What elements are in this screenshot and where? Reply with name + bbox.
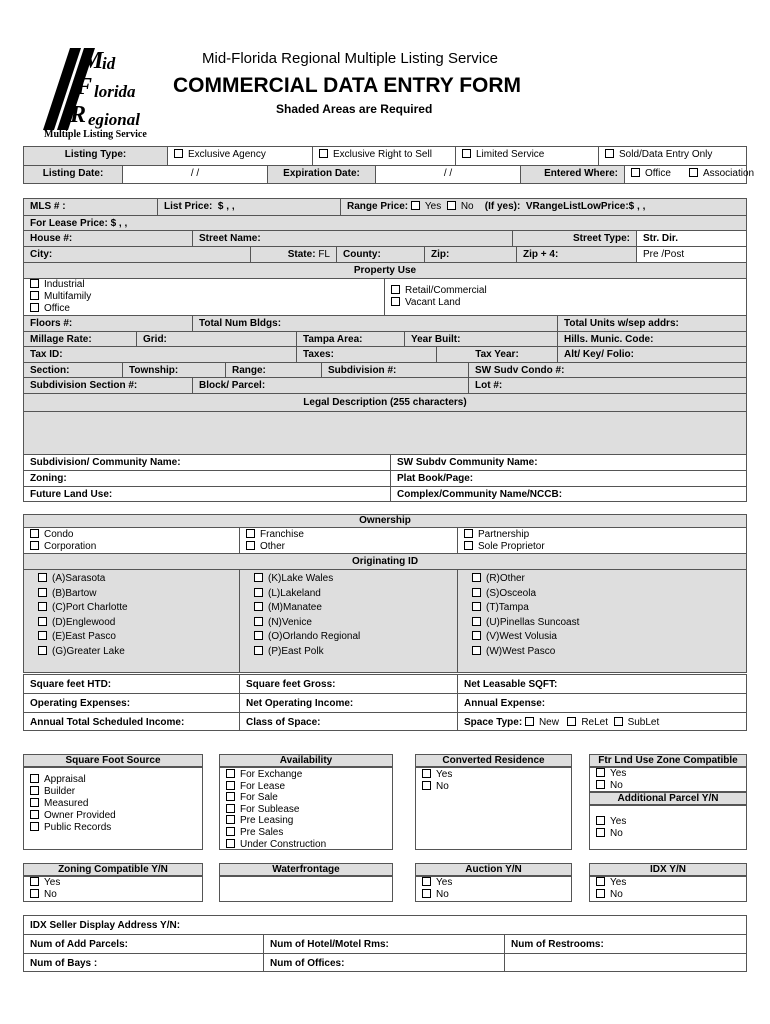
idx-box [589,876,747,902]
sw-subdv-community-label: SW Subdv Community Name: [391,455,747,470]
auction-no-option[interactable]: No [422,889,565,901]
converted-residence-header: Converted Residence [415,754,572,767]
range-label: Range: [226,363,322,377]
ftr-lnd-header: Ftr Lnd Use Zone Compatible [589,754,747,767]
new-checkbox[interactable] [525,717,534,726]
additional-parcel-box [589,805,747,850]
space-type-label: Space Type: [464,717,523,728]
expenses-row [23,693,747,712]
tax-year-label: Tax Year: [437,347,558,362]
addl-no-option[interactable]: No [596,828,740,840]
street-name-label: Street Name: [193,231,513,246]
sole-proprietor-option[interactable]: Sole Proprietor [464,541,740,553]
exclusive-agency-option[interactable]: Exclusive Agency [168,147,313,165]
zip4-label: Zip + 4: [517,247,637,262]
sublet-checkbox[interactable] [614,717,623,726]
pinellas-suncoast-option[interactable]: (U)Pinellas Suncoast [472,617,732,632]
west-volusia-option[interactable]: (V)West Volusia [472,631,732,646]
auction-box [415,876,572,902]
future-land-use-label: Future Land Use: [23,487,391,501]
converted-yes-option[interactable]: Yes [422,769,565,781]
floors-row [23,315,747,331]
annual-expense-label: Annual Expense: [458,694,747,712]
office-checkbox[interactable] [631,168,640,177]
tax-id-label: Tax ID: [23,347,297,362]
range-no-checkbox[interactable] [447,201,456,210]
income-row: Annual Total Scheduled Income: Class of Space: Space Type: New ReLet SubLet [23,712,747,731]
total-bldgs-label: Total Num Bldgs: [193,316,558,331]
ftr-no-option[interactable]: No [596,780,740,792]
bartow-option[interactable]: (B)Bartow [38,588,225,603]
zoning-no-option[interactable]: No [30,889,196,901]
net-leasable-label: Net Leasable SQFT: [458,675,747,693]
retail-option[interactable]: Retail/Commercial [391,285,740,297]
lake-wales-option[interactable]: (K)Lake Wales [254,573,443,588]
mfr-logo [40,44,160,144]
osceola-option[interactable]: (S)Osceola [472,588,732,603]
venice-option[interactable]: (N)Venice [254,617,443,632]
waterfrontage-header: Waterfrontage [219,863,393,876]
greater-lake-option[interactable]: (G)Greater Lake [38,646,225,661]
auction-header: Auction Y/N [415,863,572,876]
entered-where-label: Entered Where: [521,166,625,183]
property-use-options [23,278,747,315]
street-dir-label: Str. Dir. [637,231,747,246]
listing-date-row [23,165,755,184]
lease-price-row [23,215,747,230]
originating-id-header: Originating ID [23,553,747,569]
plat-book-label: Plat Book/Page: [391,471,747,486]
sqft-htd-label: Square feet HTD: [23,675,240,693]
expiration-date-label: Expiration Date: [268,166,376,183]
legal-description-header: Legal Description (255 characters) [23,393,747,411]
zoning-row [23,470,747,486]
for-exchange-option[interactable]: For Exchange [226,769,386,781]
vacant-land-option[interactable]: Vacant Land [391,297,740,309]
zoning-label: Zoning: [23,471,391,486]
lot-label: Lot #: [469,378,747,393]
bays-row [23,953,747,972]
pre-sales-option[interactable]: Pre Sales [226,827,386,839]
property-use-header: Property Use [23,262,747,278]
range-yes-checkbox[interactable] [411,201,420,210]
appraisal-option[interactable]: Appraisal [30,774,196,786]
port-charlotte-option[interactable]: (C)Port Charlotte [38,602,225,617]
ownership-options [23,527,747,553]
for-lease-option[interactable]: For Lease [226,781,386,793]
listing-date-field[interactable]: / / [123,166,268,183]
entered-where-options: Office Association [625,166,747,183]
logo-m: M [82,48,104,74]
subdivision-num-label: Subdivision #: [322,363,469,377]
logo-tagline: Multiple Listing Service [44,129,147,140]
west-pasco-option[interactable]: (W)West Pasco [472,646,732,661]
manatee-option[interactable]: (M)Manatee [254,602,443,617]
tax-row [23,346,747,362]
englewood-option[interactable]: (D)Englewood [38,617,225,632]
originating-id-options [23,569,747,673]
pre-post-label: Pre /Post [637,247,747,262]
millage-row [23,331,747,346]
idx-yes-option[interactable]: Yes [596,877,740,889]
zoning-compatible-header: Zoning Compatible Y/N [23,863,203,876]
pre-leasing-option[interactable]: Pre Leasing [226,815,386,827]
builder-option[interactable]: Builder [30,786,196,798]
east-pasco-option[interactable]: (E)East Pasco [38,631,225,646]
listing-type-row [23,146,747,165]
operating-expenses-label: Operating Expenses: [23,694,240,712]
hotel-rooms-label: Num of Hotel/Motel Rms: [264,935,505,953]
lease-price-label: For Lease Price: [30,218,108,229]
logo-f: F [76,74,93,100]
annual-income-label: Annual Total Scheduled Income: [23,713,240,730]
checkbox[interactable] [462,149,471,158]
total-units-label: Total Units w/sep addrs: [558,316,747,331]
idx-header: IDX Y/N [589,863,747,876]
mls-row: MLS # : List Price: $ , , Range Price: Yes No (If yes): VRangeListLowPrice:$ , , [23,198,747,215]
section-row [23,362,747,377]
lease-price-field[interactable]: $ , , [110,218,128,229]
idx-no-option[interactable]: No [596,889,740,901]
bays-label: Num of Bays : [23,954,264,971]
sqft-source-box [23,767,203,850]
franchise-option[interactable]: Franchise [246,529,451,541]
parcels-row [23,934,747,953]
lakeland-option[interactable]: (L)Lakeland [254,588,443,603]
list-price-field[interactable]: $ , , [217,201,235,212]
under-construction-option[interactable]: Under Construction [226,839,386,851]
org-name: Mid-Florida Regional Multiple Listing Service [202,50,498,67]
hills-munic-label: Hills. Munic. Code: [558,332,747,346]
listing-type-label: Listing Type: [23,147,168,165]
orlando-regional-option[interactable]: (O)Orlando Regional [254,631,443,646]
block-parcel-label: Block/ Parcel: [193,378,469,393]
owner-provided-option[interactable]: Owner Provided [30,810,196,822]
sqft-source-header: Square Foot Source [23,754,203,767]
converted-no-option[interactable]: No [422,781,565,793]
exclusive-right-option[interactable]: Exclusive Right to Sell [313,147,456,165]
class-of-space-label: Class of Space: [240,713,458,730]
east-polk-option[interactable]: (P)East Polk [254,646,443,661]
form-title: COMMERCIAL DATA ENTRY FORM [173,74,522,97]
listing-date-label: Listing Date: [23,166,123,183]
expiration-date-field[interactable]: / / [376,166,521,183]
ownership-header: Ownership [23,514,747,527]
sqft-gross-label: Square feet Gross: [240,675,458,693]
vrange-field[interactable]: $ , , [628,201,646,212]
partnership-option[interactable]: Partnership [464,529,740,541]
alt-key-label: Alt/ Key/ Folio: [558,347,747,362]
association-checkbox[interactable] [689,168,698,177]
subdivision-section-label: Subdivision Section #: [23,378,193,393]
state-value: FL [318,249,330,260]
logo-mid: id [102,54,116,73]
checkbox[interactable] [605,149,614,158]
sold-option[interactable]: Sold/Data Entry Only [599,147,747,165]
state-label: State: [287,249,316,260]
public-records-option[interactable]: Public Records [30,822,196,834]
industrial-option[interactable]: Industrial [30,279,378,291]
range-price-label: Range Price: [347,201,409,212]
sw-subdv-condo-label: SW Sudv Condo #: [469,363,747,377]
availability-box [219,767,393,850]
address-row [23,230,747,246]
logo-florida: lorida [94,82,136,101]
zip-label: Zip: [425,247,517,262]
add-parcels-label: Num of Add Parcels: [23,935,264,953]
subdivision-community-label: Subdivision/ Community Name: [23,455,391,470]
ftr-yes-option[interactable]: Yes [596,768,740,780]
form-subtitle: Shaded Areas are Required [276,102,433,116]
millage-label: Millage Rate: [23,332,137,346]
offices-label: Num of Offices: [264,954,505,971]
net-operating-income-label: Net Operating Income: [240,694,458,712]
limited-service-option[interactable]: Limited Service [456,147,599,165]
vrange-label: VRangeListLowPrice: [525,201,629,212]
addl-yes-option[interactable]: Yes [596,816,740,828]
subsection-row [23,377,747,393]
measured-option[interactable]: Measured [30,798,196,810]
converted-residence-box [415,767,572,850]
tampa-area-label: Tampa Area: [297,332,405,346]
city-row [23,246,747,262]
multifamily-option[interactable]: Multifamily [30,291,378,303]
condo-option[interactable]: Condo [30,529,233,541]
county-label: County: [337,247,425,262]
for-sublease-option[interactable]: For Sublease [226,804,386,816]
restrooms-label: Num of Restrooms: [505,935,747,953]
availability-header: Availability [219,754,393,767]
city-label: City: [23,247,251,262]
relet-checkbox[interactable] [567,717,576,726]
checkbox[interactable] [319,149,328,158]
logo-r: R [70,102,87,128]
auction-yes-option[interactable]: Yes [422,877,565,889]
community-row [23,454,747,470]
logo-regional: egional [88,110,140,129]
other-option[interactable]: Other [246,541,451,553]
sqft-row [23,674,747,693]
checkbox[interactable] [174,149,183,158]
additional-parcel-header: Additional Parcel Y/N [589,792,747,805]
idx-address-row [23,915,747,934]
future-land-row [23,486,747,502]
zoning-compatible-box [23,876,203,902]
township-label: Township: [123,363,226,377]
year-built-label: Year Built: [405,332,558,346]
idx-seller-address-label: IDX Seller Display Address Y/N: [23,916,747,934]
legal-description-field[interactable] [23,411,747,454]
zoning-yes-option[interactable]: Yes [30,877,196,889]
mls-label: MLS # : [23,199,158,215]
corporation-option[interactable]: Corporation [30,541,233,553]
sarasota-option[interactable]: (A)Sarasota [38,573,225,588]
grid-label: Grid: [137,332,297,346]
house-label: House #: [23,231,193,246]
ftr-lnd-box [589,767,747,792]
section-label: Section: [23,363,123,377]
other-region-option[interactable]: (R)Other [472,573,732,588]
taxes-label: Taxes: [297,347,437,362]
waterfrontage-box[interactable] [219,876,393,902]
for-sale-option[interactable]: For Sale [226,792,386,804]
list-price-label: List Price: [164,201,213,212]
floors-label: Floors #: [23,316,193,331]
tampa-option[interactable]: (T)Tampa [472,602,732,617]
street-type-label: Street Type: [513,231,637,246]
complex-name-label: Complex/Community Name/NCCB: [391,487,747,501]
office-option[interactable]: Office [30,303,378,315]
